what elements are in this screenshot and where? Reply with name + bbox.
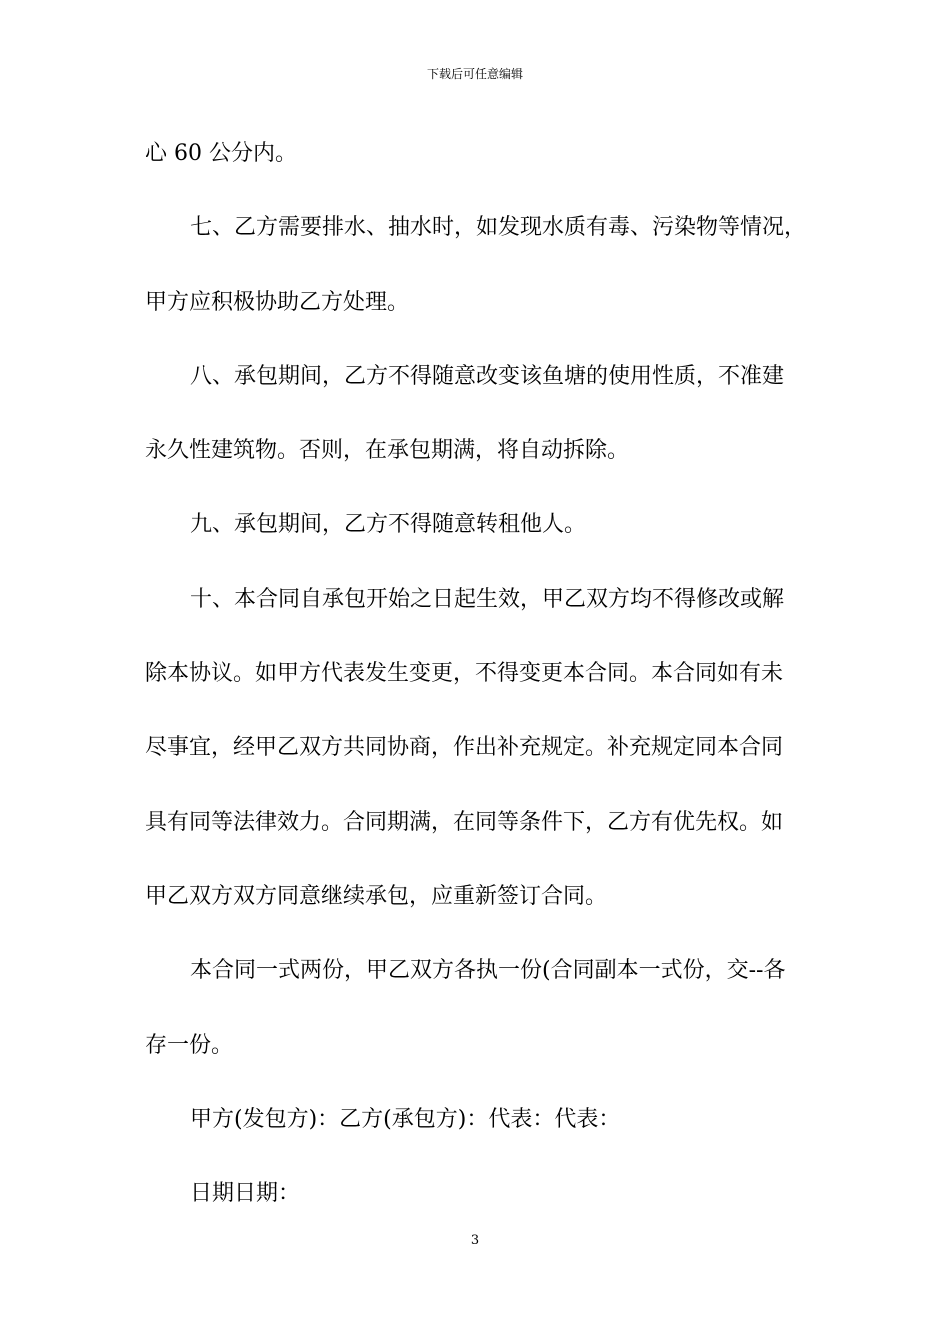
signature-line: 甲方(发包方)：乙方(承包方)：代表：代表： [190,1106,621,1132]
text-line: 永久性建筑物。否则，在承包期满，将自动拆除。 [145,438,630,464]
page-header: 下载后可任意编辑 [426,67,523,81]
text-line: 甲乙双方双方同意继续承包，应重新签订合同。 [145,883,608,909]
text-line: 具有同等法律效力。合同期满，在同等条件下，乙方有优先权。如 [145,809,784,835]
text-line: 本合同一式两份，甲乙双方各执一份(合同副本一式份，交--各 [190,958,786,984]
text-line: 七、乙方需要排水、抽水时，如发现水质有毒、污染物等情况， [190,215,807,241]
text-line: 心 60 公分内。 [145,141,297,166]
text-line: 存一份。 [145,1032,234,1058]
text-line: 尽事宜，经甲乙双方共同协商，作出补充规定。补充规定同本合同 [145,735,784,761]
document-body [145,132,810,1246]
text-line: 十、本合同自承包开始之日起生效，甲乙双方均不得修改或解 [190,586,785,612]
text-line: 除本协议。如甲方代表发生变更，不得变更本合同。本合同如有未 [145,661,784,687]
text-line: 甲方应积极协助乙方处理。 [145,289,410,315]
text-line: 九、承包期间，乙方不得随意转租他人。 [190,512,587,538]
page-number: 3 [470,1233,480,1248]
text-line: 八、承包期间，乙方不得随意改变该鱼塘的使用性质，不准建 [190,363,785,389]
date-line: 日期日期： [190,1181,301,1207]
